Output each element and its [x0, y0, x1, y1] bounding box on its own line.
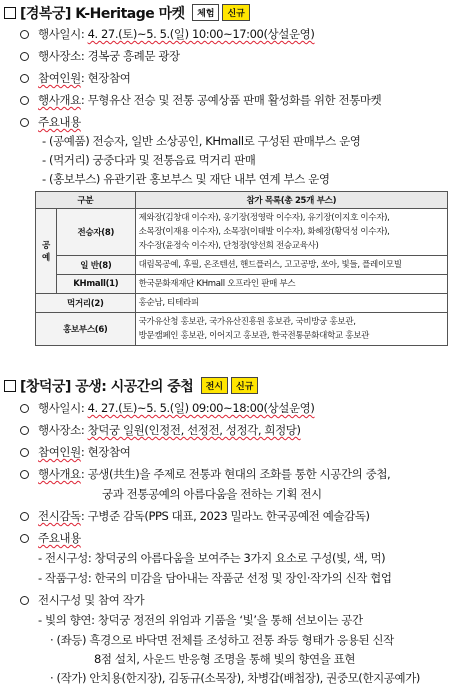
- group-label-craft: 공예: [36, 209, 57, 294]
- s2-director: 전시감독: 구병준 감독(PPS 대표, 2023 밀라노 한국공예전 예술감독): [20, 508, 370, 524]
- checkbox-square-icon: [4, 7, 16, 19]
- row-category: 먹거리(2): [36, 294, 136, 313]
- row-category: KHmall(1): [57, 275, 136, 294]
- circle-bullet-icon: [20, 74, 29, 83]
- booth-table: [35, 191, 448, 346]
- s1-content-item: - (먹거리) 궁중다과 및 전통음료 먹거리 판매: [42, 153, 256, 167]
- circle-bullet-icon: [20, 96, 29, 105]
- tag-new: 신규: [222, 4, 249, 21]
- row-category: 일 반(8): [57, 256, 136, 275]
- circle-bullet-icon: [20, 404, 29, 413]
- s2-overview-continued: 궁과 전통공예의 아름다움을 전하는 기획 전시: [102, 487, 322, 501]
- circle-bullet-icon: [20, 596, 29, 605]
- s2-content-item: - 전시구성: 창덕궁의 아름다움을 보여주는 3가지 요소로 구성(빛, 색, 먹): [38, 551, 386, 565]
- s2-detail-item: · (좌등) 흑경으로 바닥면 전체를 조성하고 전통 좌등 형태가 응용된 신작: [50, 633, 394, 647]
- circle-bullet-icon: [20, 52, 29, 61]
- row-category: 홍보부스(6): [36, 313, 136, 346]
- table-row: [36, 275, 448, 294]
- circle-bullet-icon: [20, 30, 29, 39]
- s1-contents: 주요내용: [20, 114, 81, 130]
- s1-overview: 행사개요: 무형유산 전승 및 전통 공예상품 판매 활성화를 위한 전통마켓: [20, 92, 381, 108]
- table-header-row: [36, 192, 448, 209]
- tag-new: 신규: [231, 377, 258, 394]
- row-list: 국가유산청 홍보관, 국가유산진흥원 홍보관, 국비방궁 홍보관, 방문캠페인 홍보관, 이어지고 홍보관, 한국전통문화대학교 홍보관: [135, 313, 447, 346]
- table-header-category: 구분: [36, 192, 136, 209]
- circle-bullet-icon: [20, 534, 29, 543]
- s1-content-item: - (홍보부스) 유관기관 홍보부스 및 재단 내부 연계 부스 운영: [42, 172, 330, 186]
- row-list: 제와장(김창대 이수자), 옹기장(정영락 이수자), 유기장(이지호 이수자), 소목장(이재용 이수자), 소목장(이태발 이수자), 화혜장(황덕성 이수자), 자수장(윤정숙 이수자), 단청장(양선희 전승교육사): [135, 209, 447, 256]
- section-title-changdeokgung: [창덕궁] 공생: 시공간의 중첩 전시 신규: [4, 376, 258, 396]
- s2-detail-item: · (작가) 안치용(한지장), 김동규(소목장), 차병갑(배첩장), 권중모(한지공예가): [50, 671, 421, 685]
- row-list: 대림목공예, 후필, 온조텐션, 핸드플러스, 고고공방, 쏘아, 빛들, 플레이모빌: [135, 256, 447, 275]
- table-header-list: 참가 목록(총 25개 부스): [135, 192, 447, 209]
- row-category: 전승자(8): [57, 209, 136, 256]
- circle-bullet-icon: [20, 426, 29, 435]
- circle-bullet-icon: [20, 118, 29, 127]
- circle-bullet-icon: [20, 512, 29, 521]
- table-row: [36, 313, 448, 346]
- circle-bullet-icon: [20, 448, 29, 457]
- s2-place: 행사장소: 창덕궁 일원(인정전, 선정전, 성정각, 희정당): [20, 422, 301, 438]
- s2-contents: 주요내용: [20, 530, 81, 546]
- s1-participation: 참여인원: 현장참여: [20, 70, 130, 86]
- s2-date: 행사일시: 4. 27.(토)~5. 5.(일) 09:00~18:00(상설운영): [20, 400, 314, 416]
- s1-content-item: - (공예품) 전승자, 일반 소상공인, KHmall로 구성된 판매부스 운영: [42, 134, 361, 148]
- circle-bullet-icon: [20, 470, 29, 479]
- table-row: [36, 294, 448, 313]
- tag-experience: 체험: [192, 4, 219, 21]
- row-list: 홍순남, 티테라피: [135, 294, 447, 313]
- s2-detail-item: - 빛의 향연: 창덕궁 정전의 위엄과 기품을 ‘빛’을 통해 선보이는 공간: [38, 613, 363, 627]
- s1-date: 행사일시: 4. 27.(토)~5. 5.(일) 10:00~17:00(상설운영): [20, 26, 314, 42]
- s2-detail-item: 8점 설치, 사운드 반응형 조명을 통해 빛의 향연을 표현: [94, 652, 356, 666]
- s1-place: 행사장소: 경복궁 흥례문 광장: [20, 48, 180, 64]
- s2-participation: 참여인원: 현장참여: [20, 444, 130, 460]
- s2-content-item: - 작품구성: 한국의 미감을 담아내는 작품군 선정 및 장인·작가의 신작 협업: [38, 571, 392, 585]
- s2-detail: 전시구성 및 참여 작가: [20, 592, 144, 608]
- tag-exhibition: 전시: [201, 377, 228, 394]
- checkbox-square-icon: [4, 380, 16, 392]
- section-title-gyeongbokgung: [경복궁] K-Heritage 마켓 체험 신규: [4, 3, 250, 23]
- table-row: [36, 256, 448, 275]
- s2-overview: 행사개요: 공생(共生)을 주제로 전통과 현대의 조화를 통한 시공간의 중첩,: [20, 466, 390, 482]
- row-list: 한국문화재재단 KHmall 오프라인 판매 부스: [135, 275, 447, 294]
- table-row: [36, 209, 448, 256]
